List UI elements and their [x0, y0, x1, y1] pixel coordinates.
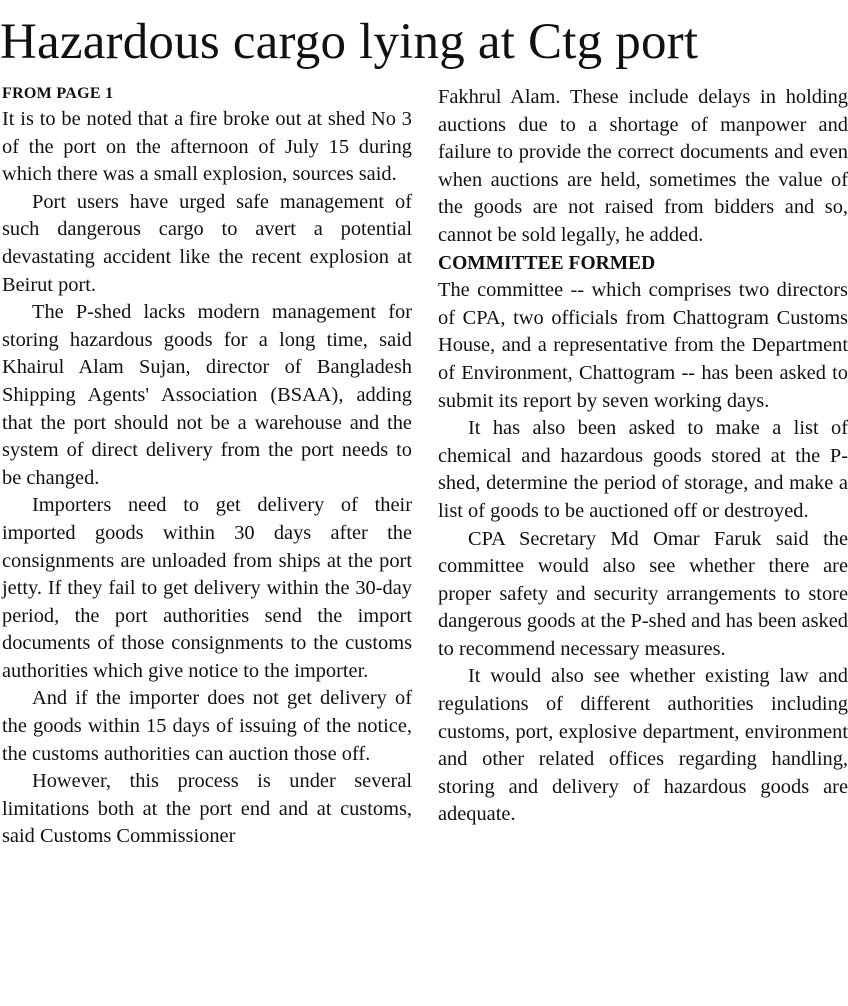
section-subhead: COMMITTEE FORMED	[438, 252, 656, 274]
paragraph: The P-shed lacks modern management for storing hazardous goods for a long time, said Khairul Alam Sujan, director of Bangladesh Shipping Agents' Association (BSAA), adding that the port should not be a warehouse and the system of direct delivery from the port needs to be changed.	[2, 301, 412, 489]
paragraph: It is to be noted that a fire broke out at shed No 3 of the port on the afternoon of July 15 during which there was a small explosion, sources said.	[2, 108, 412, 186]
paragraph: However, this process is under several limitations both at the port end and at customs, said Customs Commissioner	[2, 770, 412, 848]
headline: Hazardous cargo lying at Ctg port	[0, 14, 699, 70]
paragraph-continuation: Fakhrul Alam. These include delays in holding auctions due to a shortage of manpower and failure to provide the correct documents and even when auctions are held, sometimes the value of the goods are not raised from bidders and so, cannot be sold legally, he added.	[438, 86, 848, 246]
paragraph: CPA Secretary Md Omar Faruk said the committee would also see whether there are proper safety and security arrangements to store dangerous goods at the P-shed and has been asked to recommend necessary measures.	[438, 527, 848, 660]
right-column	[438, 84, 848, 829]
continued-from-label: FROM PAGE 1	[2, 85, 114, 102]
paragraph: It has also been asked to make a list of chemical and hazardous goods stored at the P-shed, determine the period of storage, and make a list of goods to be auctioned off or destroyed.	[438, 417, 848, 522]
paragraph: And if the importer does not get delivery of the goods within 15 days of issuing of the notice, the customs authorities can auction those off.	[2, 687, 412, 765]
left-column	[2, 84, 412, 851]
paragraph: Port users have urged safe management of such dangerous cargo to avert a potential devastating accident like the recent explosion at Beirut port.	[2, 190, 412, 296]
paragraph: Importers need to get delivery of their imported goods within 30 days after the consignments are unloaded from ships at the port jetty. If they fail to get delivery within the 30-day period, the port authorities send the import documents of those consignments to the customs authorities which give notice to the importer.	[2, 494, 412, 682]
paragraph: The committee -- which comprises two directors of CPA, two officials from Chattogram Customs House, and a representative from the Department of Environment, Chattogram -- has been asked to submit its report by seven working days.	[438, 279, 848, 412]
paragraph: It would also see whether existing law and regulations of different authorities including customs, port, explosive department, environment and other related offices regarding handling, storing and delivery of hazardous goods are adequate.	[438, 665, 848, 826]
